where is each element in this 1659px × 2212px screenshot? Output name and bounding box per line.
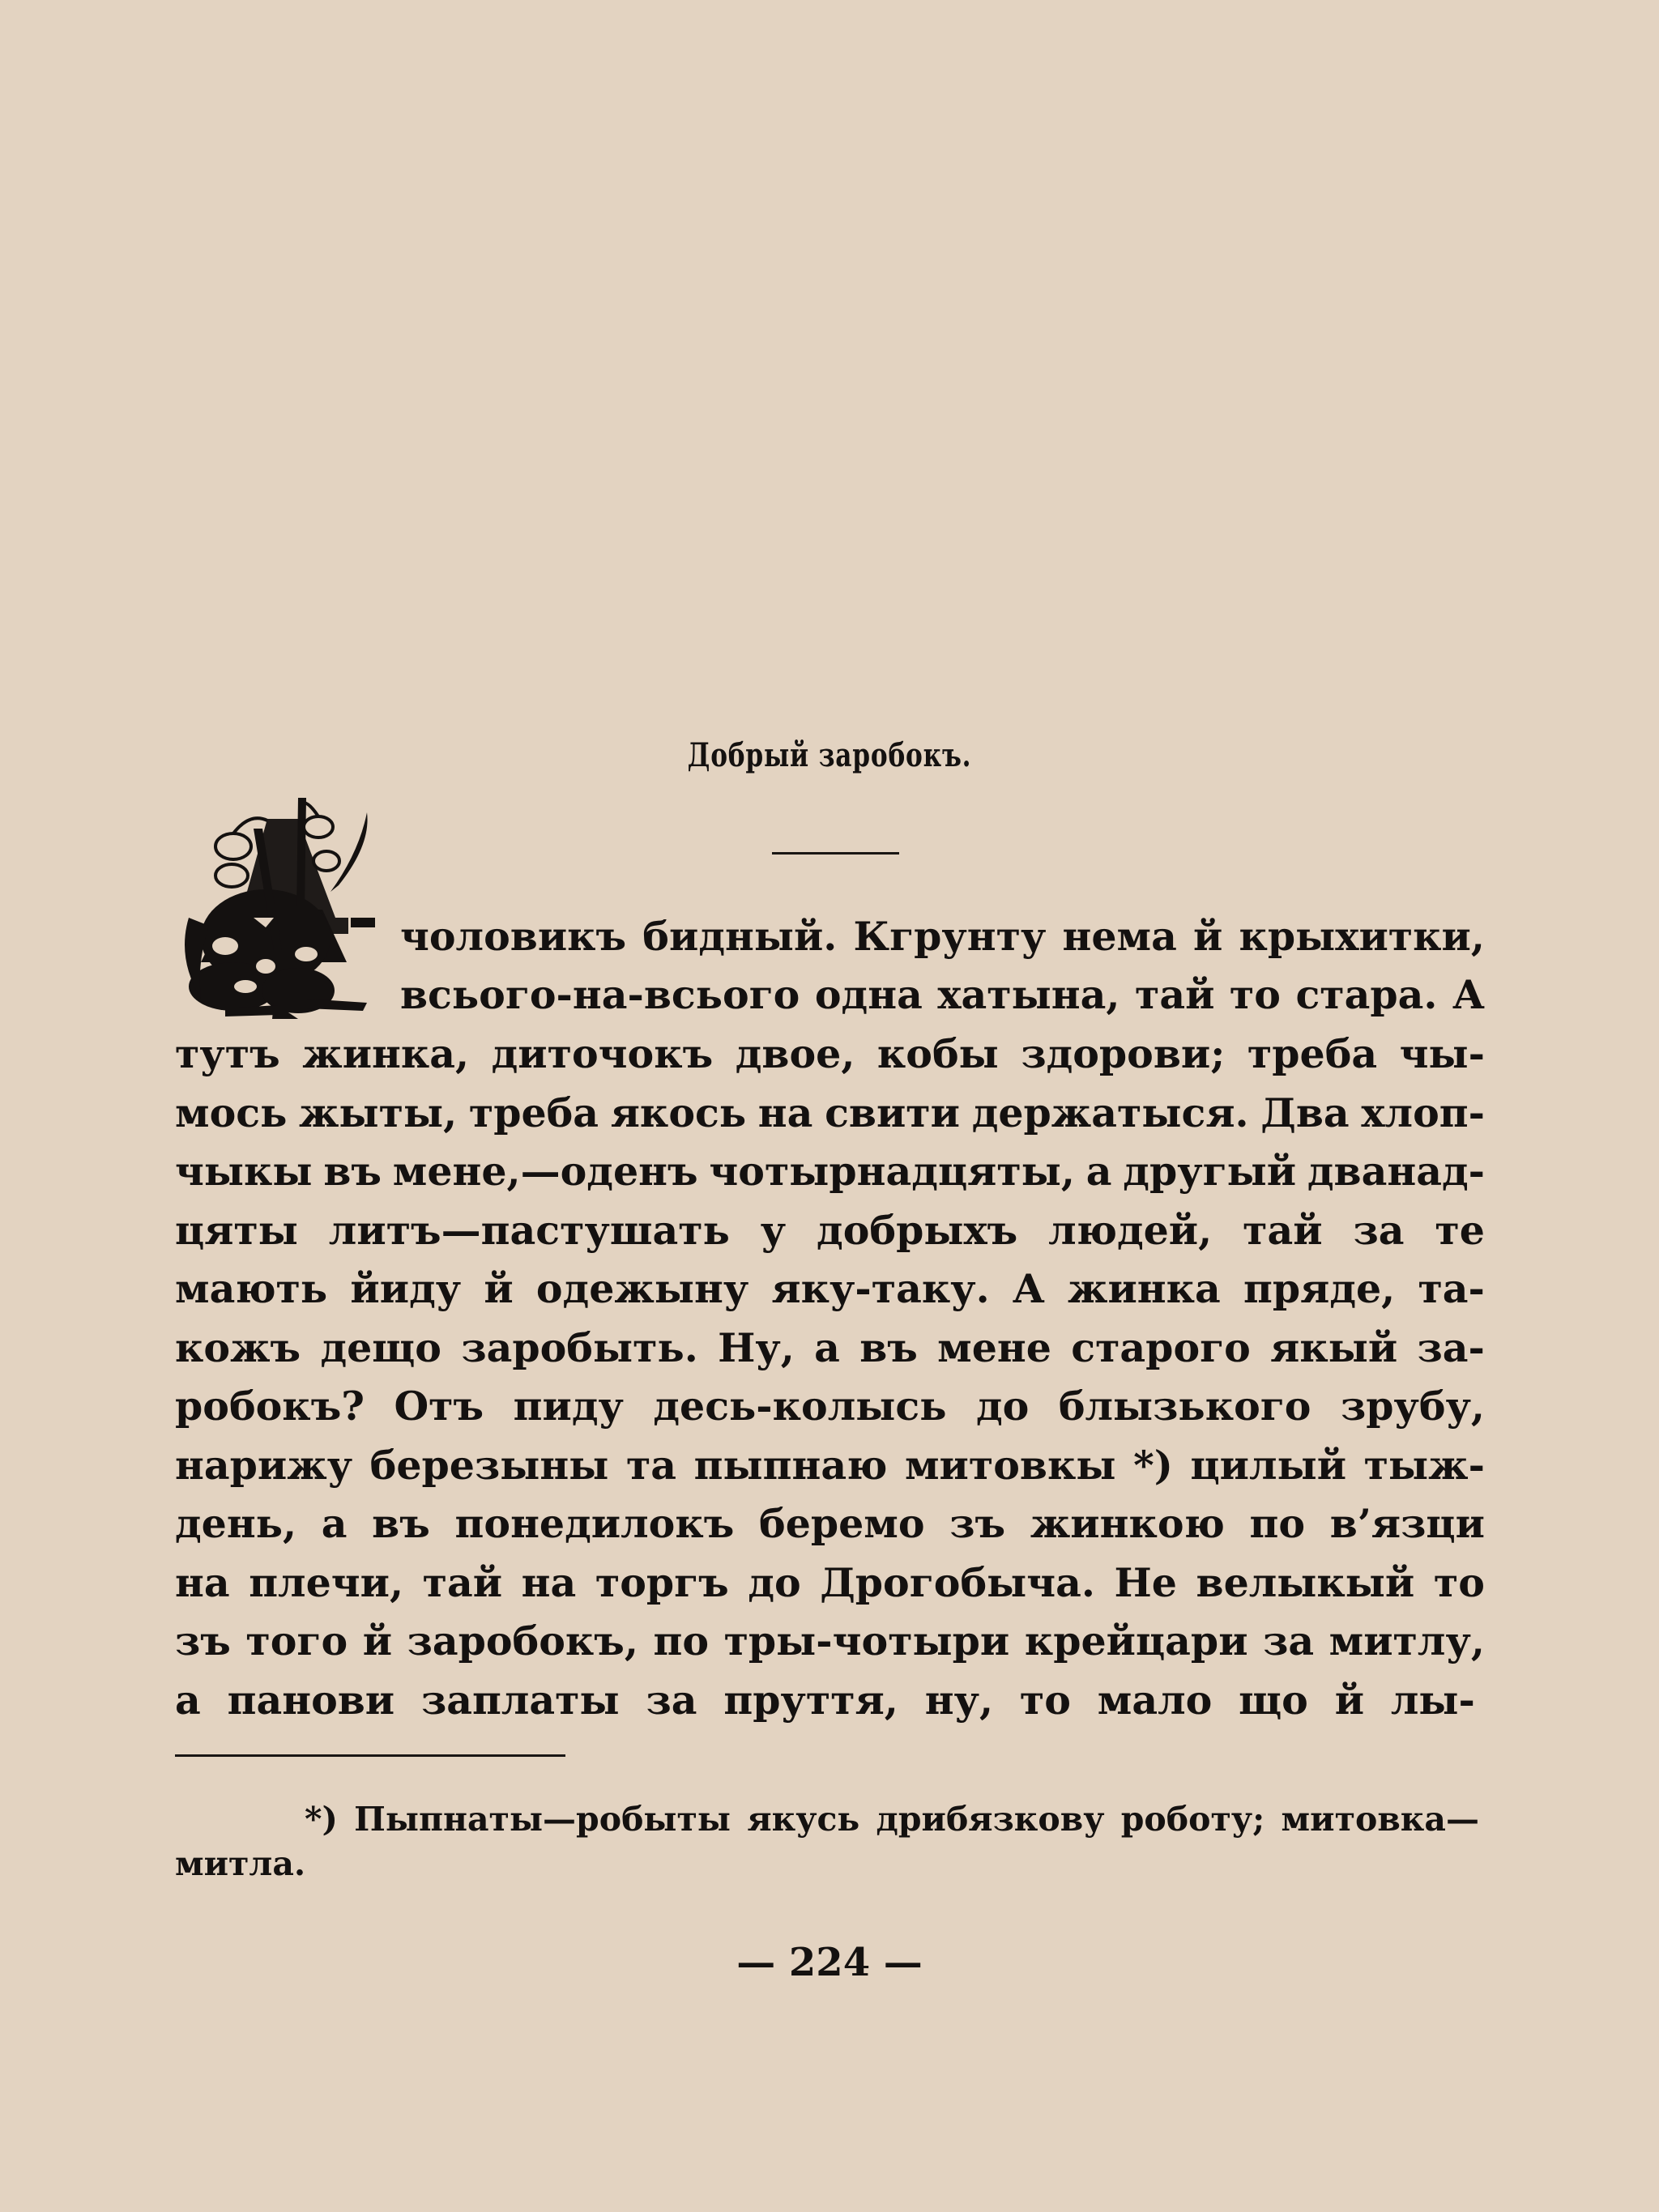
word: литъ—пастушать	[328, 1207, 730, 1254]
word: тай	[1134, 971, 1215, 1018]
story-line-1	[400, 907, 1485, 965]
word: беремо	[759, 1500, 925, 1547]
word: зрубу,	[1340, 1383, 1485, 1430]
word: до	[975, 1383, 1030, 1430]
word: до	[748, 1559, 801, 1606]
word: А	[1452, 971, 1485, 1018]
story-line	[175, 1436, 1485, 1494]
footnote-word: дрибязкову	[876, 1800, 1105, 1839]
word: добрыхъ	[817, 1207, 1018, 1254]
word: те	[1435, 1207, 1485, 1254]
word: за	[646, 1677, 697, 1724]
word: цяты	[175, 1207, 298, 1254]
word: Два	[1260, 1089, 1350, 1136]
word: мало	[1097, 1677, 1213, 1724]
footnote-word: якусь	[747, 1800, 860, 1839]
word: тыж-	[1363, 1442, 1485, 1489]
word: понедилокъ	[454, 1500, 735, 1547]
footnote-word: митовка—	[1281, 1800, 1479, 1839]
word: тутъ	[175, 1030, 280, 1077]
word: блызького	[1058, 1383, 1311, 1430]
word: другый	[1123, 1148, 1297, 1195]
word: кобы	[876, 1030, 999, 1077]
word: мене	[937, 1324, 1051, 1371]
word: заплаты	[421, 1677, 620, 1724]
story-line	[175, 1025, 1485, 1083]
word: торгъ	[595, 1559, 729, 1606]
word: лы-	[1390, 1677, 1475, 1724]
word: крейцари	[1024, 1617, 1248, 1664]
word: у	[760, 1207, 787, 1254]
word: за	[1263, 1617, 1315, 1664]
word: на	[521, 1559, 577, 1606]
word: по	[653, 1617, 710, 1664]
word: кожъ	[175, 1324, 301, 1371]
word: березыны	[369, 1442, 609, 1489]
word: А	[1012, 1265, 1045, 1312]
word: а	[1085, 1148, 1112, 1195]
word: чоловикъ	[400, 913, 627, 960]
word: панови	[227, 1677, 395, 1724]
word: тай	[422, 1559, 503, 1606]
word: дещо	[320, 1324, 441, 1371]
word: треба	[1247, 1030, 1378, 1077]
word: митлу,	[1328, 1617, 1485, 1664]
word: день,	[175, 1500, 297, 1547]
word: на	[757, 1089, 813, 1136]
footnote-word: роботу;	[1120, 1800, 1265, 1839]
story-line	[175, 1319, 1485, 1377]
word: стара.	[1295, 971, 1438, 1018]
word: нарижу	[175, 1442, 353, 1489]
word: мають	[175, 1265, 328, 1312]
word: Кгрунту	[853, 913, 1047, 960]
word: тры-чотыри	[723, 1617, 1010, 1664]
word: то	[1229, 971, 1281, 1018]
word: й	[362, 1617, 393, 1664]
word: пряде,	[1243, 1265, 1396, 1312]
word: хлоп-	[1361, 1089, 1485, 1136]
word: Ну,	[718, 1324, 795, 1371]
word: бидный.	[642, 913, 838, 960]
word: за	[1353, 1207, 1405, 1254]
word: хатына,	[937, 971, 1120, 1018]
word: якось	[610, 1089, 747, 1136]
word: митовкы	[904, 1442, 1116, 1489]
word: по	[1249, 1500, 1306, 1547]
word: чы-	[1399, 1030, 1485, 1077]
word: людей,	[1048, 1207, 1213, 1254]
word: свити	[825, 1089, 961, 1136]
word: велыкый	[1196, 1559, 1415, 1606]
story-line	[175, 1084, 1485, 1142]
word: одежыну	[535, 1265, 749, 1312]
word: Дрогобыча.	[820, 1559, 1095, 1606]
title-divider	[772, 852, 899, 855]
word: держатыся.	[971, 1089, 1249, 1136]
word: зъ	[175, 1617, 231, 1664]
footnote-line-1	[305, 1796, 1479, 1843]
story-line	[175, 1142, 1485, 1200]
word: жинка	[1067, 1265, 1221, 1312]
story-line	[175, 1494, 1485, 1553]
word: а	[175, 1677, 201, 1724]
footnote-divider	[175, 1754, 565, 1757]
word: й	[1334, 1677, 1365, 1724]
word: що	[1239, 1677, 1308, 1724]
word: жыты,	[299, 1089, 458, 1136]
word: за-	[1417, 1324, 1485, 1371]
word: дванад-	[1307, 1148, 1485, 1195]
word: зъ	[949, 1500, 1006, 1547]
page-title: Добрый заробокъ.	[687, 736, 972, 774]
story-line	[175, 1612, 1485, 1670]
word: въ	[859, 1324, 918, 1371]
word: заробокъ,	[407, 1617, 638, 1664]
word: цилый	[1190, 1442, 1347, 1489]
story-line	[175, 1671, 1475, 1729]
word: диточокъ	[491, 1030, 714, 1077]
word: того	[245, 1617, 348, 1664]
word: нема	[1062, 913, 1177, 960]
story-line	[175, 1201, 1485, 1259]
word: чыкы	[175, 1148, 313, 1195]
word: пиду	[513, 1383, 624, 1430]
story-line	[400, 965, 1485, 1024]
word: та-	[1418, 1265, 1485, 1312]
word: всього-на-всього	[400, 971, 800, 1018]
footnote-word: Пыпнаты—робыты	[354, 1800, 731, 1839]
story-line	[175, 1554, 1485, 1612]
word: й	[1192, 913, 1223, 960]
word: Не	[1114, 1559, 1177, 1606]
word: крыхитки,	[1239, 913, 1485, 960]
footnote-word: *)	[305, 1800, 338, 1839]
word: Отъ	[394, 1383, 484, 1430]
word: пруття,	[723, 1677, 898, 1724]
word: тай	[1243, 1207, 1323, 1254]
word: здорови;	[1021, 1030, 1226, 1077]
word: якый	[1270, 1324, 1398, 1371]
word: треба	[468, 1089, 599, 1136]
word: то	[1019, 1677, 1071, 1724]
word: *)	[1133, 1442, 1173, 1489]
word: мось	[175, 1089, 288, 1136]
word: заробыть.	[461, 1324, 698, 1371]
word: а	[814, 1324, 840, 1371]
word: на	[175, 1559, 230, 1606]
story-line	[175, 1377, 1485, 1435]
word: яку-таку.	[771, 1265, 990, 1312]
word: пыпнаю	[693, 1442, 888, 1489]
word: робокъ?	[175, 1383, 365, 1430]
word: то	[1433, 1559, 1485, 1606]
word: двое,	[735, 1030, 855, 1077]
decorative-initial-flower-icon	[177, 796, 379, 1019]
story-line	[175, 1259, 1485, 1318]
word: а	[321, 1500, 348, 1547]
word: плечи,	[249, 1559, 404, 1606]
word: десь-колысь	[653, 1383, 947, 1430]
word: йиду	[350, 1265, 462, 1312]
footnote-line-2: митла.	[175, 1844, 306, 1883]
word: в’язци	[1329, 1500, 1485, 1547]
word: жинка,	[302, 1030, 470, 1077]
word: старого	[1071, 1324, 1251, 1371]
page-number: — 224 —	[736, 1940, 923, 1985]
word: та	[625, 1442, 677, 1489]
word: чотырнадцяты,	[709, 1148, 1075, 1195]
word: мене,—оденъ	[392, 1148, 698, 1195]
word: ну,	[924, 1677, 994, 1724]
word: й	[484, 1265, 514, 1312]
word: одна	[814, 971, 923, 1018]
word: жинкою	[1030, 1500, 1225, 1547]
word: въ	[323, 1148, 382, 1195]
word: въ	[372, 1500, 430, 1547]
